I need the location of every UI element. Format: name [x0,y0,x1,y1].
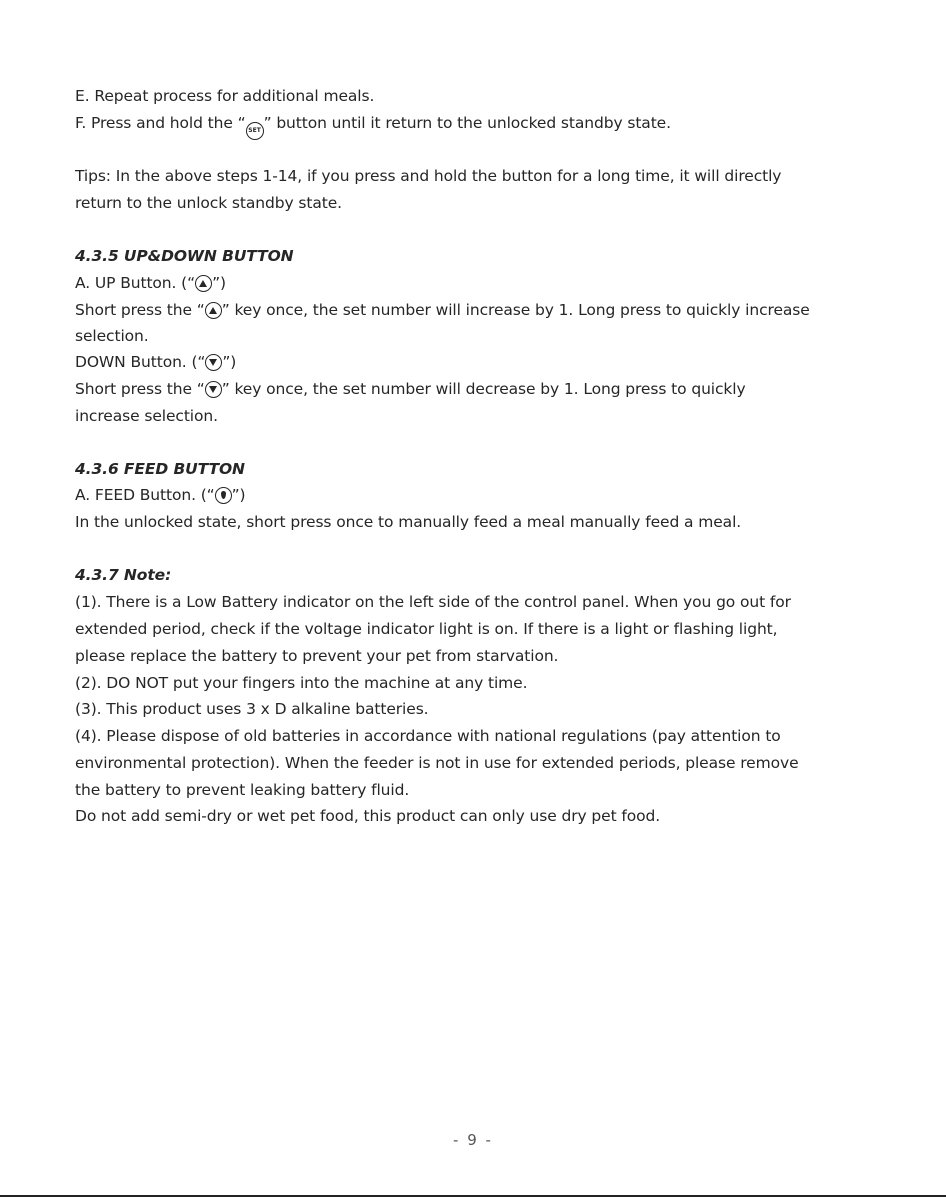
dry-food-note: Do not add semi-dry or wet pet food, this product can only use dry pet food. [75,807,661,825]
up-description-line-2: selection. [75,327,149,345]
feed-button-label: A. FEED Button. (“ [75,486,215,504]
section-heading-up-down: 4.3.5 UP&DOWN BUTTON [75,247,294,265]
up-description-after: ” key once, the set number will increase by 1. Long press to quickly increase [221,301,810,319]
step-f-text-after: ” button until it return to the unlocked standby state. [263,114,671,132]
up-button-label-close: ”) [212,274,226,292]
down-description-line-2: increase selection. [75,407,218,425]
feed-button-label-close: ”) [231,486,246,504]
note-4-line-3: the battery to prevent leaking battery fluid. [75,781,410,799]
tips-text-line-2: return to the unlock standby state. [75,194,342,212]
note-1-line-2: extended period, check if the voltage indicator light is on. If there is a light or flashing light, [75,620,778,638]
up-arrow-icon [205,302,222,319]
note-1-line-3: please replace the battery to prevent your pet from starvation. [75,647,559,665]
up-button-label: A. UP Button. (“ [75,274,196,292]
down-description-before: Short press the “ [75,380,205,398]
note-2: (2). DO NOT put your fingers into the machine at any time. [75,674,528,692]
up-arrow-icon [195,275,212,292]
page-number: - 9 - [453,1131,493,1149]
note-4-line-2: environmental protection). When the feeder is not in use for extended periods, please remove [75,754,799,772]
step-f-text-before: F. Press and hold the “ [75,114,246,132]
note-3: (3). This product uses 3 x D alkaline batteries. [75,700,429,718]
feed-button-line [75,485,246,505]
feed-description: In the unlocked state, short press once to manually feed a meal manually feed a meal. [75,513,742,531]
tips-text-line-1: Tips: In the above steps 1-14, if you press and hold the button for a long time, it will directly [75,167,782,185]
up-description-line-1 [75,300,810,320]
up-button-line [75,273,226,293]
note-4-line-1: (4). Please dispose of old batteries in accordance with national regulations (pay attention to [75,727,781,745]
down-button-label: DOWN Button. (“ [75,353,206,371]
up-description-before: Short press the “ [75,301,205,319]
down-description-after: ” key once, the set number will decrease by 1. Long press to quickly [221,380,746,398]
feed-drop-icon [215,487,232,504]
section-heading-feed: 4.3.6 FEED BUTTON [75,460,245,478]
set-button-icon: SET [246,122,264,140]
down-description-line-1 [75,379,746,399]
down-arrow-icon [205,354,222,371]
down-button-label-close: ”) [222,353,237,371]
down-arrow-icon [205,381,222,398]
note-1-line-1: (1). There is a Low Battery indicator on the left side of the control panel. When you go out for [75,593,791,611]
down-button-line [75,352,236,372]
section-heading-note: 4.3.7 Note: [75,566,172,584]
bottom-divider [0,1195,946,1197]
step-e-text: E. Repeat process for additional meals. [75,87,375,105]
step-f-line [75,113,671,140]
